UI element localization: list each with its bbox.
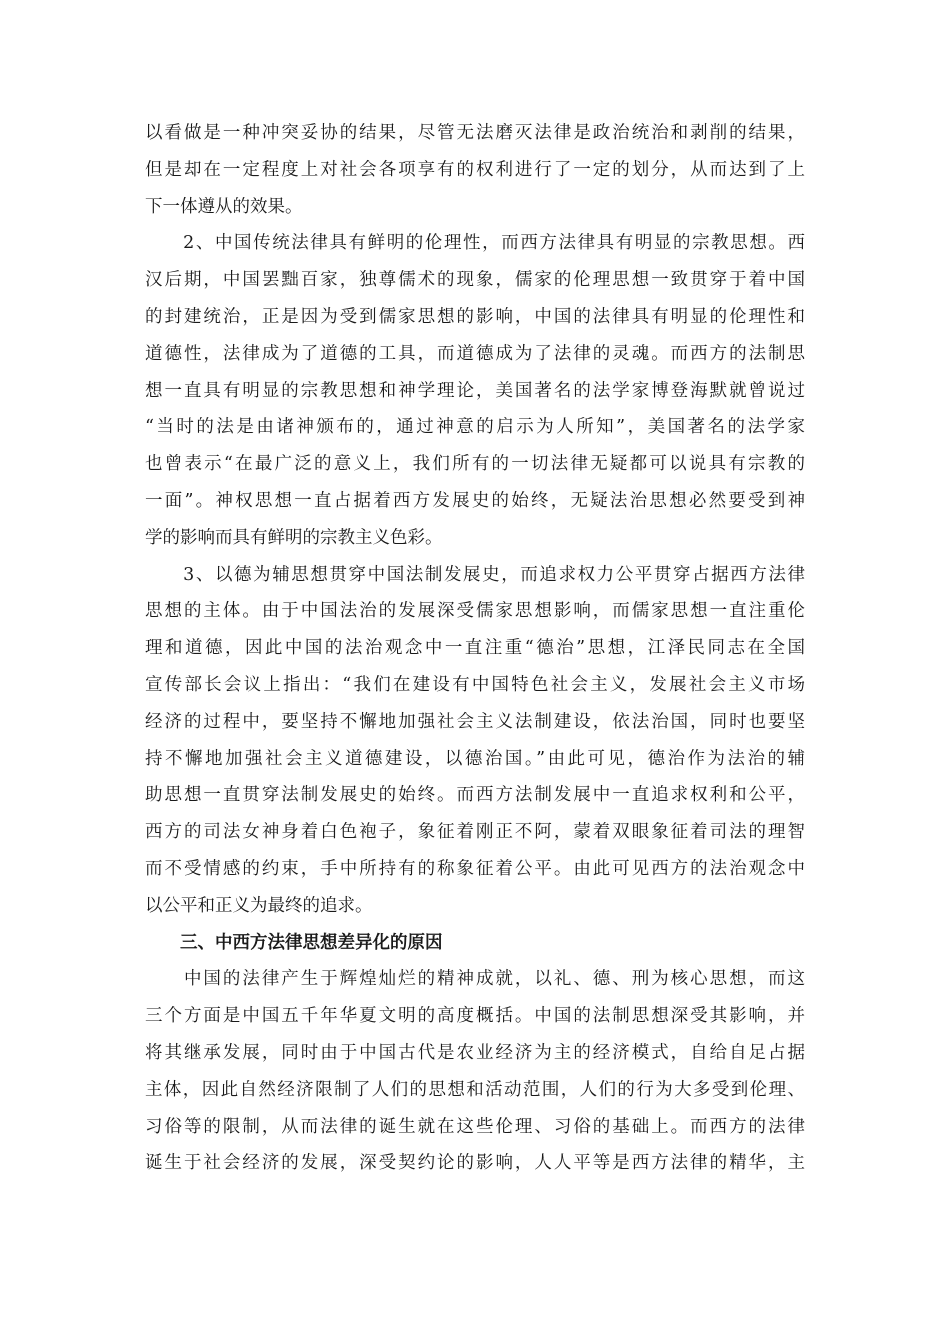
text-line: 以公平和正义为最终的追求。 <box>145 895 373 916</box>
text-line: 助思想一直贯穿法制发展史的始终。而西方法制发展中一直追求权利和公平， <box>145 785 805 806</box>
text-line: 诞生于社会经济的发展，深受契约论的影响，人人平等是西方法律的精华，主 <box>145 1153 805 1174</box>
text-line: 想一直具有明显的宗教思想和神学理论，美国著名的法学家博登海默就曾说过 <box>145 380 805 401</box>
text-line: 2、中国传统法律具有鲜明的伦理性，而西方法律具有明显的宗教思想。西 <box>145 233 805 254</box>
text-line: 学的影响而具有鲜明的宗教主义色彩。 <box>145 527 443 548</box>
document-page <box>145 115 805 1182</box>
text-line: 但是却在一定程度上对社会各项享有的权利进行了一定的划分，从而达到了上 <box>145 159 805 180</box>
section-heading: 三、中西方法律思想差异化的原因 <box>145 932 443 953</box>
text-line: 习俗等的限制，从而法律的诞生就在这些伦理、习俗的基础上。而西方的法律 <box>145 1116 805 1137</box>
text-line: 西方的司法女神身着白色袍子，象征着刚正不阿，蒙着双眼象征着司法的理智 <box>145 822 805 843</box>
text-line: 思想的主体。由于中国法治的发展深受儒家思想影响，而儒家思想一直注重伦 <box>145 601 805 622</box>
text-line: “当时的法是由诸神颁布的，通过神意的启示为人所知”，美国著名的法学家 <box>145 417 805 438</box>
text-line: 以看做是一种冲突妥协的结果，尽管无法磨灭法律是政治统治和剥削的结果， <box>145 123 805 143</box>
text-line: 的封建统治，正是因为受到儒家思想的影响，中国的法律具有明显的伦理性和 <box>145 306 805 327</box>
text-line: 汉后期，中国罢黜百家，独尊儒术的现象，儒家的伦理思想一致贯穿于着中国 <box>145 270 805 291</box>
text-line: 三个方面是中国五千年华夏文明的高度概括。中国的法制思想深受其影响，并 <box>145 1006 805 1027</box>
text-line: 下一体遵从的效果。 <box>145 196 303 217</box>
text-line: 3、以德为辅思想贯穿中国法制发展史，而追求权力公平贯穿占据西方法律 <box>145 564 805 585</box>
text-line: 道德性，法律成为了道德的工具，而道德成为了法律的灵魂。而西方的法制思 <box>145 343 805 364</box>
text-line: 将其继承发展，同时由于中国古代是农业经济为主的经济模式，自给自足占据 <box>145 1042 805 1063</box>
text-line: 而不受情感的约束，手中所持有的称象征着公平。由此可见西方的法治观念中 <box>145 858 805 879</box>
text-line: 经济的过程中，要坚持不懈地加强社会主义法制建设，依法治国，同时也要坚 <box>145 711 805 732</box>
text-line: 持不懈地加强社会主义道德建设，以德治国。”由此可见，德治作为法治的辅 <box>145 748 805 769</box>
text-line: 理和道德，因此中国的法治观念中一直注重“德治”思想，江泽民同志在全国 <box>145 638 805 659</box>
text-line: 主体，因此自然经济限制了人们的思想和活动范围，人们的行为大多受到伦理、 <box>145 1079 805 1100</box>
text-line: 宣传部长会议上指出：“我们在建设有中国特色社会主义，发展社会主义市场 <box>145 674 805 695</box>
text-line: 中国的法律产生于辉煌灿烂的精神成就，以礼、德、刑为核心思想，而这 <box>145 969 805 990</box>
text-line: 一面”。神权思想一直占据着西方发展史的始终，无疑法治思想必然要受到神 <box>145 490 805 511</box>
text-line: 也曾表示“在最广泛的意义上，我们所有的一切法律无疑都可以说具有宗教的 <box>145 454 805 475</box>
